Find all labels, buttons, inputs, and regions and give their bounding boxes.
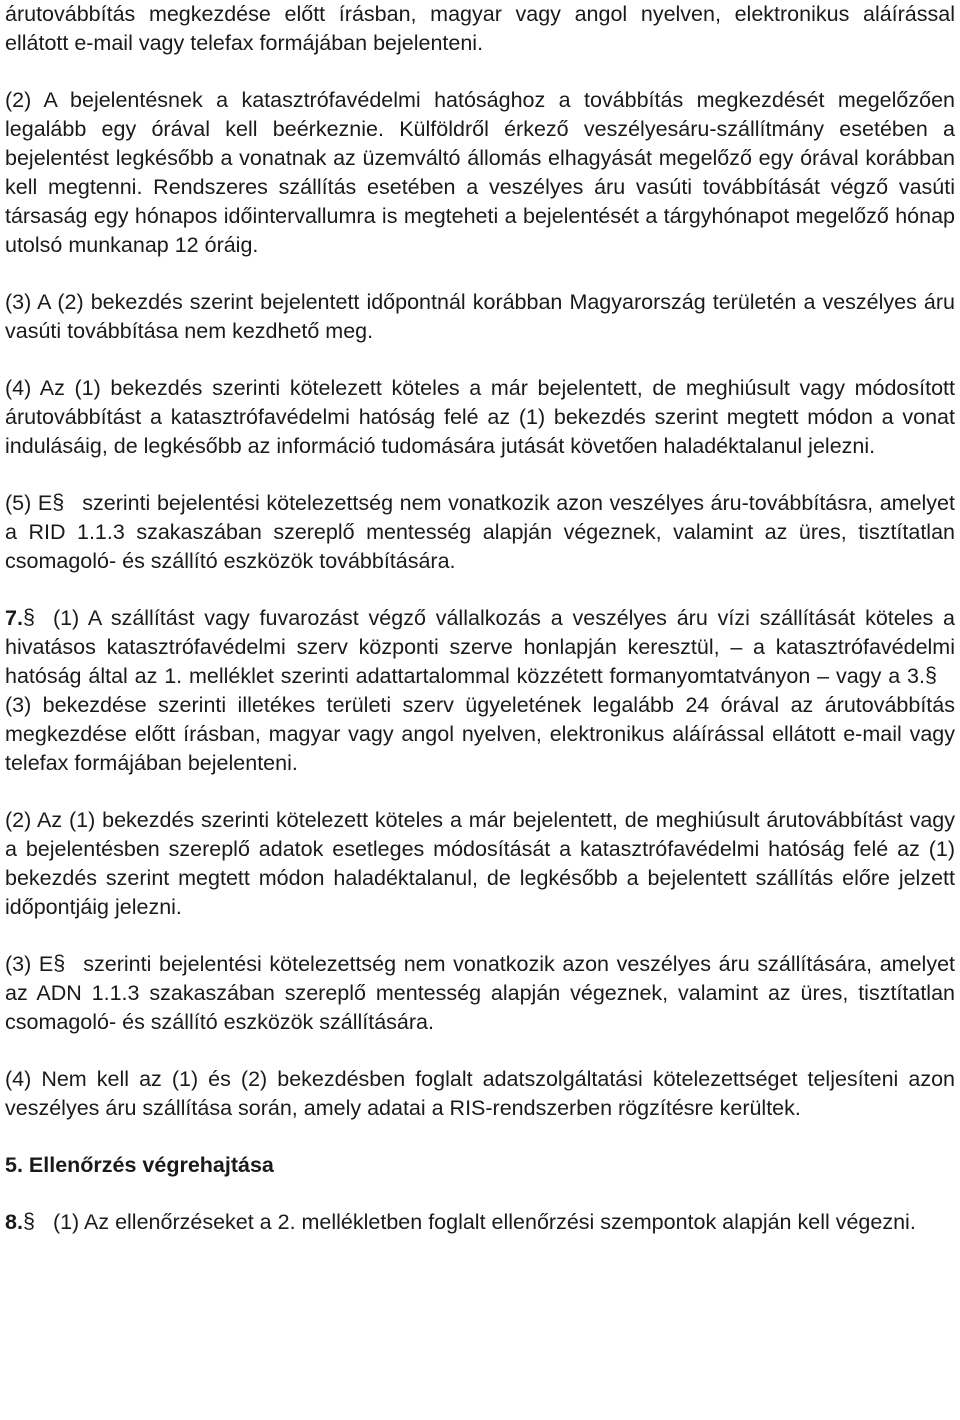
paragraph-7-4: (4) Nem kell az (1) és (2) bekezdésben foglalt adatszolgáltatási kötelezettséget teljesíteni azon veszélyes áru szállítása során, amely adatai a RIS-rendszerben rögzítésre kerültek. bbox=[5, 1067, 955, 1120]
paragraph-6-3: (3) A (2) bekezdés szerint bejelentett időpontnál korábban Magyarország területén a veszélyes áru vasúti továbbítása nem kezdhető meg. bbox=[5, 290, 955, 343]
paragraph-7-2: (2) Az (1) bekezdés szerinti kötelezett köteles a már bejelentett, de meghiúsult árutovábbítást vagy a bejelentésben szereplő adatok esetleges módosítását a katasztrófavédelmi hatóság felé az (1) bekezdés szerint megtett módon haladéktalanul, de legkésőbb a bejelentett szállítás előre jelzett időpontjáig jelezni. bbox=[5, 808, 955, 919]
paragraph-6-4: (4) Az (1) bekezdés szerinti kötelezett köteles a már bejelentett, de meghiúsult vagy módosított árutovábbítást a katasztrófavédelmi hatóság felé az (1) bekezdés szerint megtett módon a vonat indulásáig, de legkésőbb az információ tudomására jutását követően haladéktalanul jelezni. bbox=[5, 376, 955, 458]
paragraph-7-1 bbox=[5, 604, 955, 778]
paragraph-8-1-text: (1) Az ellenőrzéseket a 2. mellékletben foglalt ellenőrzési szempontok alapján kell végezni. bbox=[52, 1210, 916, 1234]
paragraph-6-5-prefix: (5) E bbox=[5, 491, 53, 515]
section-7-number: 7. bbox=[5, 606, 23, 630]
paragraph-8-1 bbox=[5, 1208, 955, 1237]
section-8-number: 8. bbox=[5, 1210, 23, 1234]
paragraph-6-5 bbox=[5, 489, 955, 576]
paragraph-7-3-text: szerinti bejelentési kötelezettség nem vonatkozik azon veszélyes áru szállítására, amelyet az ADN 1.1.3 szakaszában szereplő mentesség alapján végeznek, valamint az üres, tisztítatlan csomagoló- és szállító eszközök szállítására. bbox=[5, 952, 955, 1034]
document-page bbox=[5, 0, 955, 1237]
paragraph-7-3 bbox=[5, 950, 955, 1037]
section-sign-icon bbox=[53, 949, 83, 978]
section-sign-icon bbox=[925, 661, 955, 690]
paragraph-6-5-text: szerinti bejelentési kötelezettség nem vonatkozik azon veszélyes áru-továbbításra, amelyet a RID 1.1.3 szakaszában szereplő mentesség alapján végeznek, valamint az üres, tisztítatlan csomagoló- és szállító eszközök továbbítására. bbox=[5, 491, 955, 573]
paragraph-6-2: (2) A bejelentésnek a katasztrófavédelmi hatósághoz a továbbítás megkezdését megelőzően legalább egy órával kell beérkeznie. Külföldről érkező veszélyesáru-szállítmány esetében a bejelentést legkésőbb a vonatnak az üzemváltó állomás elhagyását megelőző egy órával korábban kell megtenni. Rendszeres szállítás esetében a veszélyes áru vasúti továbbítását végző vasúti társaság egy hónapos időintervallumra is megteheti a bejelentését a tárgyhónapot megelőző hónap utolsó munkanap 12 óráig. bbox=[5, 88, 955, 257]
paragraph-7-1-text-b: (3) bekezdése szerinti illetékes területi szerv ügyeletének legalább 24 órával az árutovábbítás megkezdése előtt írásban, magyar vagy angol nyelven, elektronikus aláírással ellátott e-mail vagy telefax formájában bejelenteni. bbox=[5, 693, 955, 775]
section-sign-icon bbox=[52, 488, 82, 517]
paragraph-continuation: árutovábbítás megkezdése előtt írásban, magyar vagy angol nyelven, elektronikus aláírással ellátott e-mail vagy telefax formájában bejelenteni. bbox=[5, 2, 955, 55]
paragraph-7-1-text-a: (1) A szállítást vagy fuvarozást végző vállalkozás a veszélyes áru vízi szállítását köteles a hivatásos katasztrófavédelmi szerv központi szerve honlapján keresztül, – a katasztrófavédelmi hatóság által az 1. melléklet szerinti adattartalommal közzétett formanyomtatványon – vagy a 3. bbox=[5, 606, 955, 688]
heading-ellenorzes: 5. Ellenőrzés végrehajtása bbox=[5, 1153, 274, 1177]
section-sign-icon bbox=[23, 603, 53, 632]
section-sign-icon bbox=[23, 1207, 53, 1236]
paragraph-7-3-prefix: (3) E bbox=[5, 952, 54, 976]
